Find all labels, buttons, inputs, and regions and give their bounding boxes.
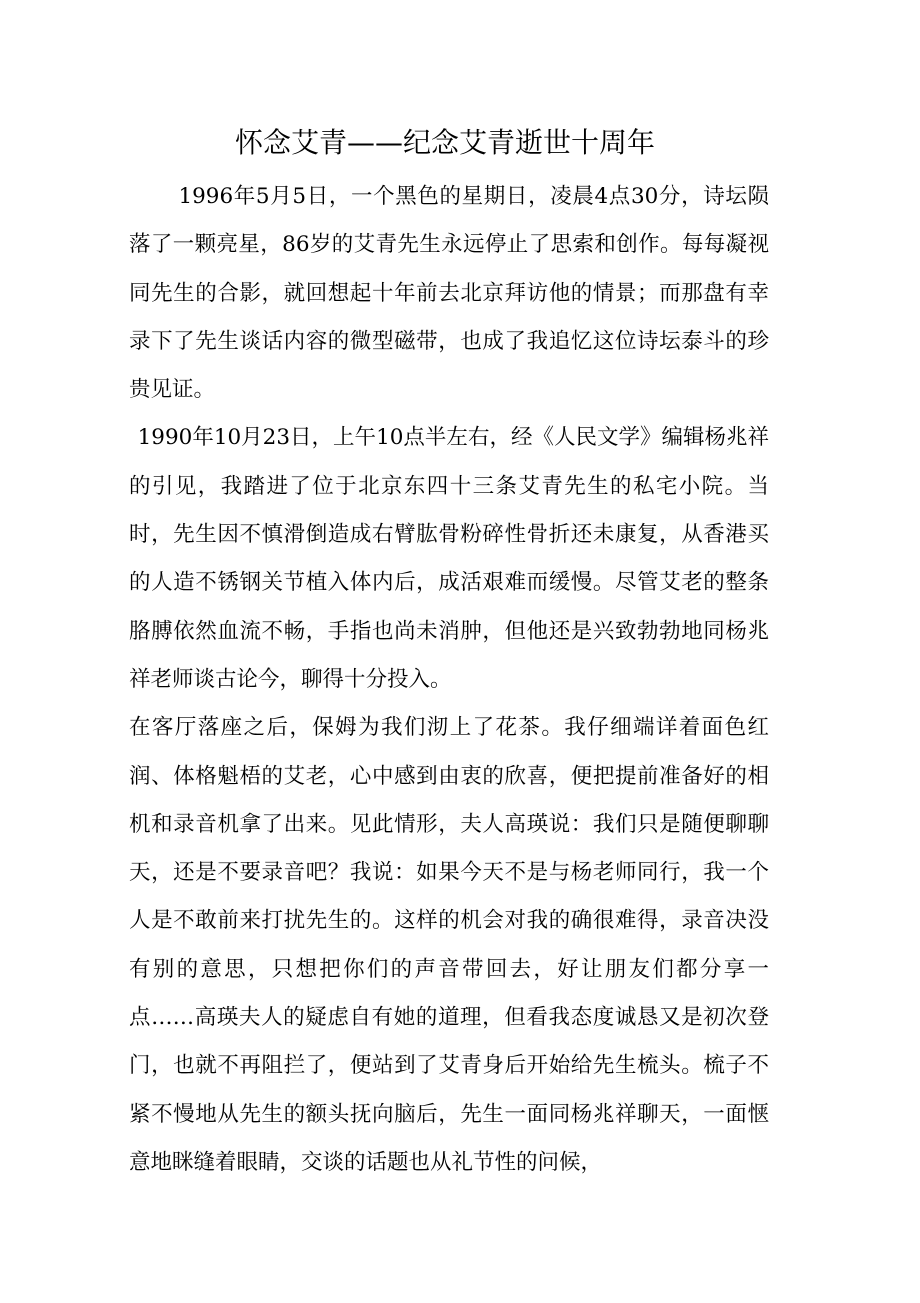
document-title: 怀念艾青——纪念艾青逝世十周年 — [234, 126, 655, 159]
document-body — [129, 173, 769, 1187]
paragraph-3: 在客厅落座之后，保姆为我们沏上了花茶。我仔细端详着面色红润、体格魁梧的艾老，心中感到由衷的欣喜，便把提前准备好的相机和录音机拿了出来。见此情形，夫人高瑛说：我们只是随便聊聊天，还是不要录音吧？我说：如果今天不是与杨老师同行，我一个人是不敢前来打扰先生的。这样的机会对我的确很难得，录音决没有别的意思，只想把你们的声音带回去，好让朋友们都分享一点……高瑛夫人的疑虑自有她的道理，但看我态度诚恳又是初次登门，也就不再阻拦了，便站到了艾青身后开始给先生梳头。梳子不紧不慢地从先生的额头抚向脑后，先生一面同杨兆祥聊天，一面惬意地眯缝着眼睛，交谈的话题也从礼节性的问候， — [129, 715, 769, 1175]
paragraph-2: 1990年10月23日，上午10点半左右，经《人民文学》编辑杨兆祥的引见，我踏进了位于北京东四十三条艾青先生的私宅小院。当时，先生因不慎滑倒造成右臂肱骨粉碎性骨折还未康复，从香港买的人造不锈钢关节植入体内后，成活艰难而缓慢。尽管艾老的整条胳膊依然血流不畅，手指也尚未消肿，但他还是兴致勃勃地同杨兆祥老师谈古论今，聊得十分投入。 — [129, 425, 769, 692]
paragraph-1: 1996年5月5日，一个黑色的星期日，凌晨4点30分，诗坛陨落了一颗亮星，86岁的艾青先生永远停止了思索和创作。每每凝视同先生的合影，就回想起十年前去北京拜访他的情景；而那盘有幸录下了先生谈话内容的微型磁带，也成了我追忆这位诗坛泰斗的珍贵见证。 — [129, 184, 769, 403]
